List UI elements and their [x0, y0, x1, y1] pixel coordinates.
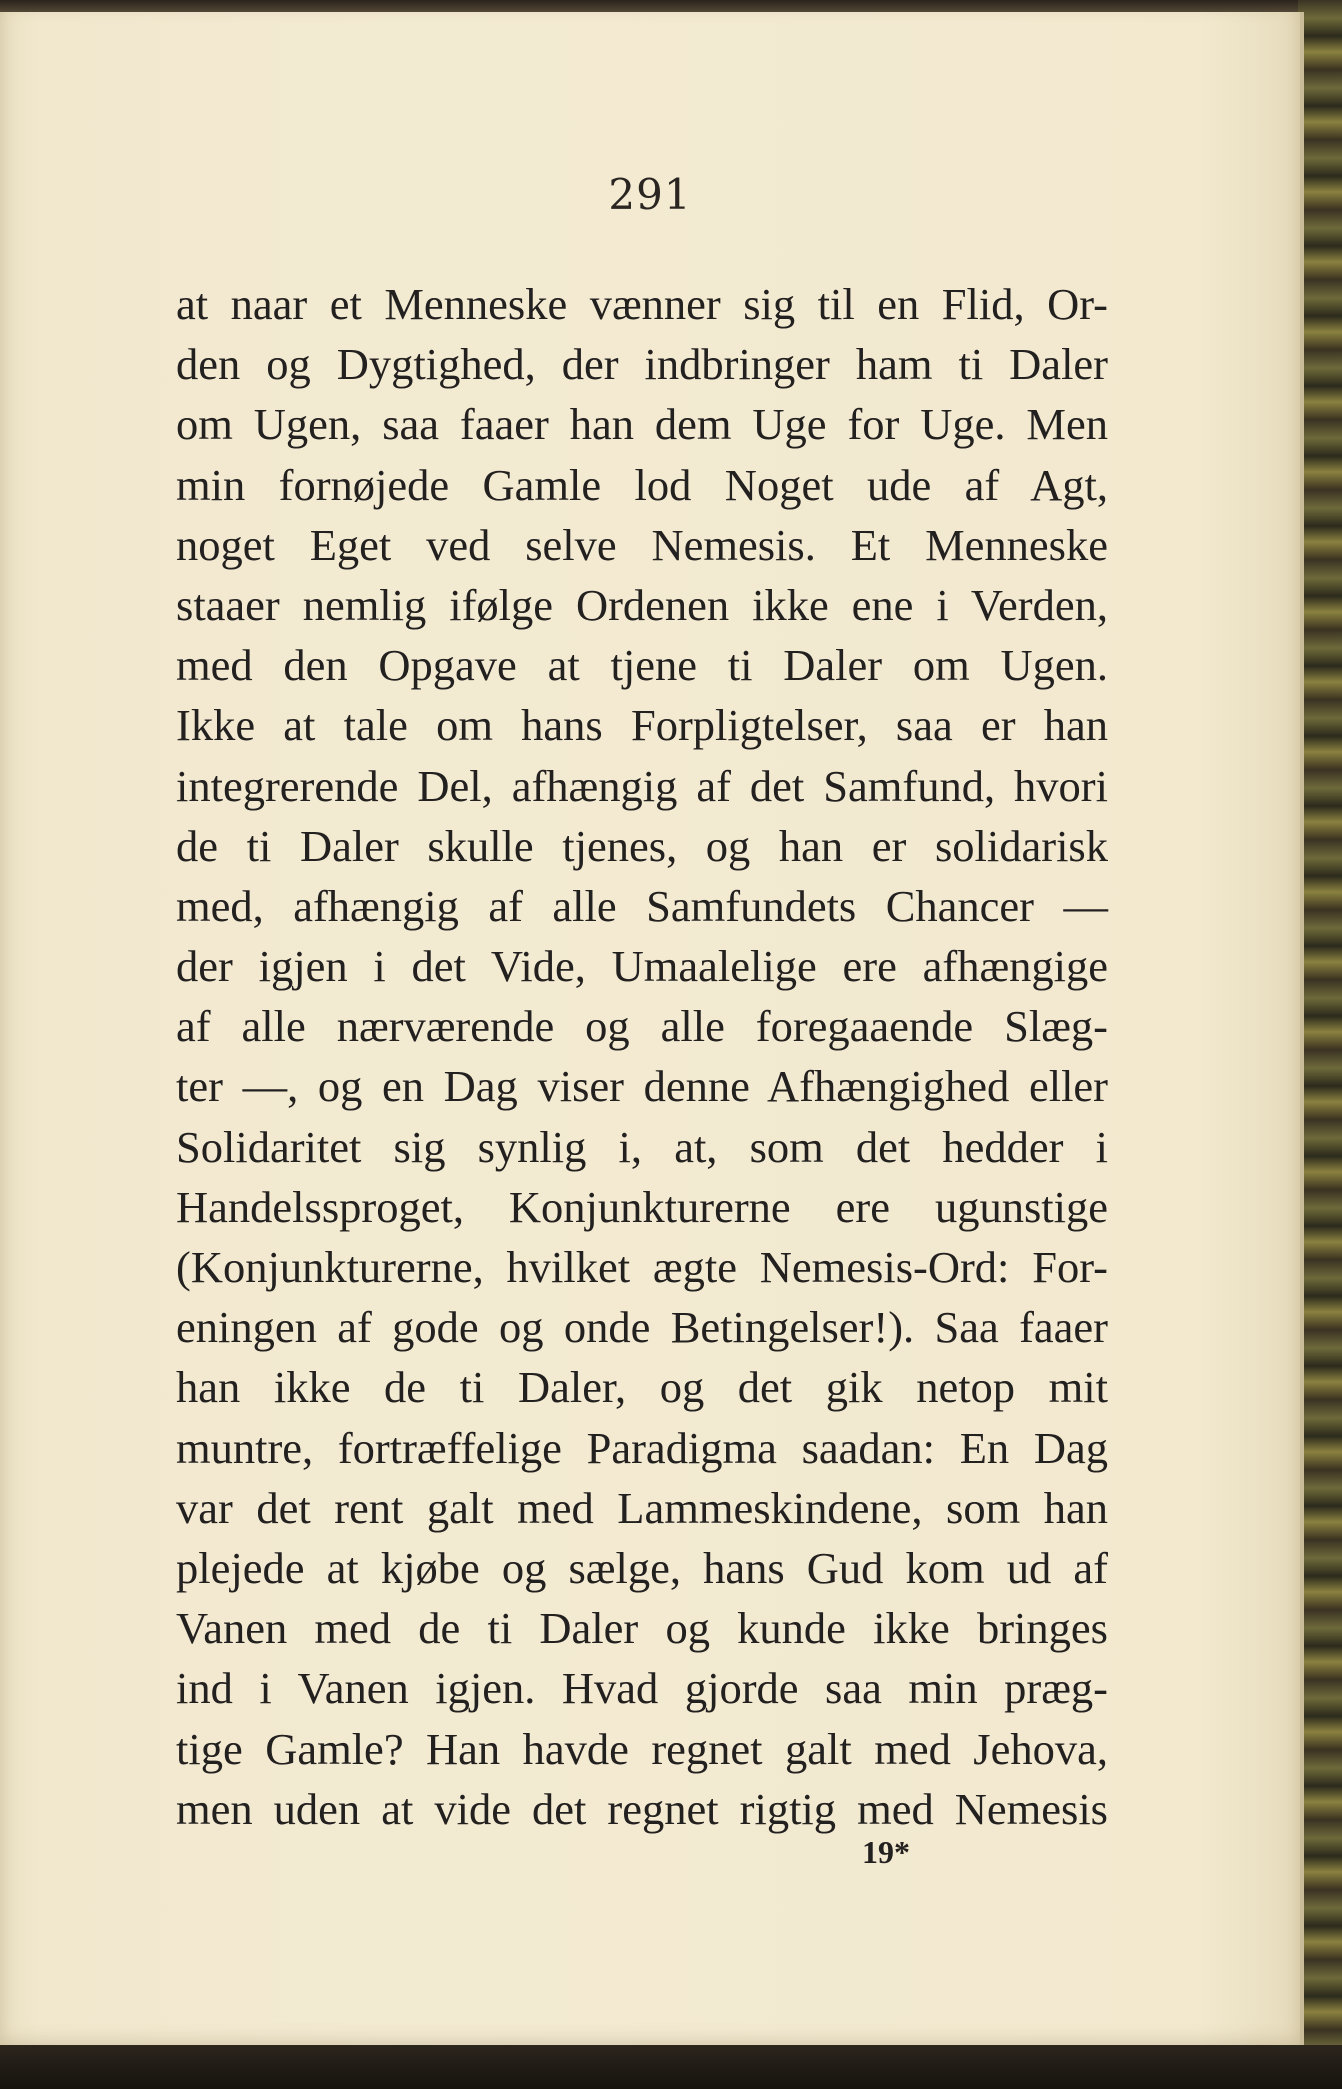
text-line: (Konjunkturerne, hvilket ægte Nemesis-Ord: For-: [176, 1242, 1108, 1292]
text-line: muntre, fortræffelige Paradigma saadan: En Dag: [176, 1422, 1108, 1473]
text-line: eningen af gode og onde Betingelser!). Saa faaer: [176, 1302, 1108, 1353]
text-line: staaer nemlig ifølge Ordenen ikke ene i Verden,: [176, 579, 1108, 630]
text-line: ind i Vanen igjen. Hvad gjorde saa min præg-: [176, 1663, 1108, 1714]
text-line: Solidaritet sig synlig i, at, som det hedder i: [176, 1121, 1108, 1172]
text-line: var det rent galt med Lammeskindene, som han: [176, 1482, 1108, 1533]
text-line: ter —, og en Dag viser denne Afhængighed eller: [176, 1061, 1108, 1112]
text-line: min fornøjede Gamle lod Noget ude af Agt,: [176, 459, 1108, 510]
book-edge-binding: [1298, 0, 1342, 2089]
page-number: 291: [608, 170, 692, 219]
text-line: af alle nærværende og alle foregaaende Slæg-: [176, 1001, 1108, 1052]
text-line: integrerende Del, afhængig af det Samfund, hvori: [176, 760, 1108, 811]
text-line: at naar et Menneske vænner sig til en Flid, Or-: [176, 279, 1108, 329]
text-line: om Ugen, saa faaer han dem Uge for Uge. Men: [176, 399, 1108, 450]
text-line: tige Gamle? Han havde regnet galt med Jehova,: [176, 1723, 1108, 1774]
text-line: de ti Daler skulle tjenes, og han er solidarisk: [176, 820, 1108, 871]
text-line: plejede at kjøbe og sælge, hans Gud kom ud af: [176, 1542, 1108, 1593]
text-line: Handelssproget, Konjunkturerne ere ugunstige: [176, 1181, 1108, 1232]
body-text: [176, 274, 1108, 1839]
text-line: han ikke de ti Daler, og det gik netop mit: [176, 1362, 1108, 1413]
text-line: den og Dygtighed, der indbringer ham ti Daler: [176, 339, 1108, 390]
text-line: med, afhængig af alle Samfundets Chancer —: [176, 880, 1108, 931]
signature-mark: 19*: [862, 1834, 910, 1870]
text-line: Vanen med de ti Daler og kunde ikke bringes: [176, 1603, 1108, 1654]
text-line: men uden at vide det regnet rigtig med Nemesis: [176, 1783, 1108, 1834]
text-line: med den Opgave at tjene ti Daler om Ugen.: [176, 640, 1108, 691]
text-line: Ikke at tale om hans Forpligtelser, saa er han: [176, 700, 1108, 751]
text-line: der igjen i det Vide, Umaalelige ere afhængige: [176, 941, 1108, 992]
printed-page: [0, 12, 1304, 2050]
bottom-page-edge: [0, 2045, 1342, 2089]
text-line: noget Eget ved selve Nemesis. Et Menneske: [176, 519, 1108, 570]
